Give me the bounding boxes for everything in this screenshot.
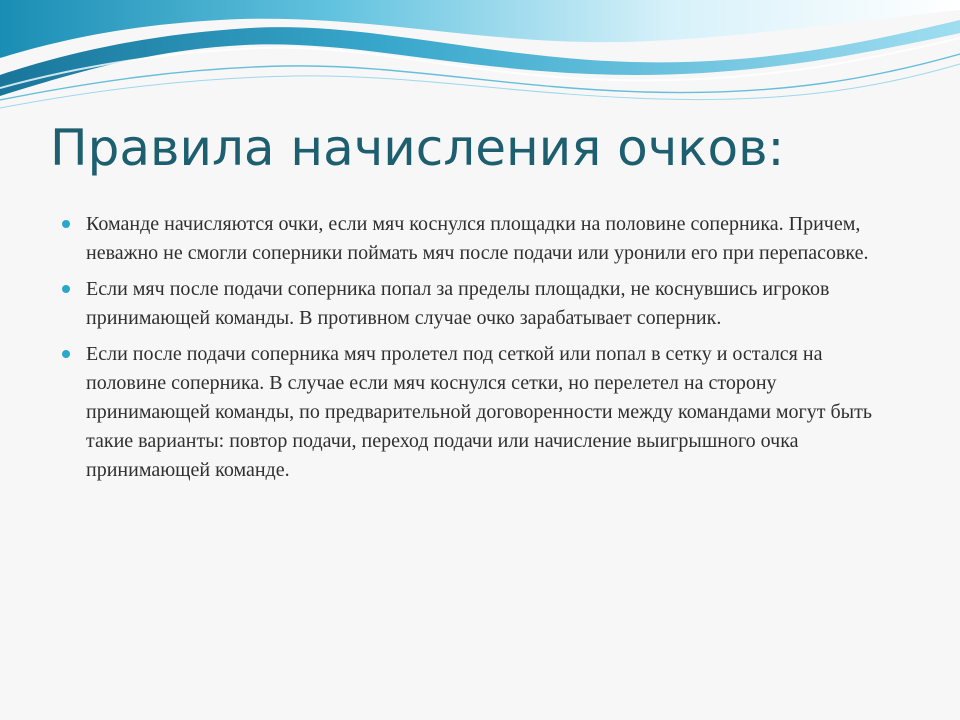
bullet-content <box>62 210 882 492</box>
slide-title: Правила начисления очков: <box>50 119 785 177</box>
bullet-icon <box>62 220 70 228</box>
wave-line-2 <box>0 64 960 108</box>
wave-banner <box>0 0 960 120</box>
bullet-icon <box>62 285 70 293</box>
bullet-icon <box>62 350 70 358</box>
bullet-text: Если мяч после подачи соперника попал за пределы площадки, не коснувшись игроков принимающей команды. В противном случае очко зарабатывает соперник. <box>86 278 830 329</box>
list-item <box>62 275 882 333</box>
list-item <box>62 210 882 268</box>
bullet-list <box>62 210 882 485</box>
bullet-text: Команде начисляются очки, если мяч коснулся площадки на половине соперника. Причем, неважно не смогли соперники поймать мяч после подачи или уронили его при перепасовке. <box>86 213 869 264</box>
list-item <box>62 340 882 485</box>
bullet-text: Если после подачи соперника мяч пролетел под сеткой или попал в сетку и остался на половине соперника. В случае если мяч коснулся сетки, но перелетел на сторону принимающей команды, по предварительной договоренности между командами могут быть такие варианты: повтор подачи, переход подачи или начисление выигрышного очка принимающей команде. <box>86 343 872 481</box>
